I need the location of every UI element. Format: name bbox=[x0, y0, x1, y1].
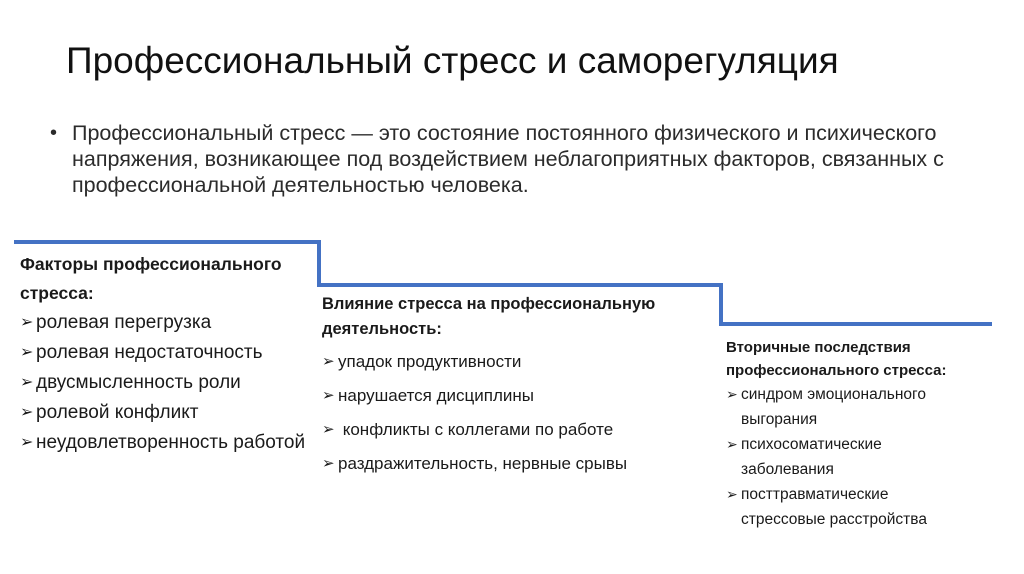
column-list bbox=[20, 308, 320, 458]
bullet-dot: • bbox=[50, 122, 58, 144]
list-item-text: нарушается дисциплины bbox=[338, 386, 534, 405]
list-item bbox=[726, 382, 1016, 432]
column-influence bbox=[322, 292, 712, 486]
list-item-text: неудовлетворенность работой bbox=[36, 432, 306, 453]
column-heading: Влияние стресса на профессиональную деятельность: bbox=[322, 295, 656, 338]
list-item bbox=[20, 398, 320, 428]
list-item bbox=[322, 384, 712, 408]
list-item-text: упадок продуктивности bbox=[338, 352, 522, 371]
column-factors bbox=[20, 250, 320, 458]
list-item bbox=[726, 482, 1016, 532]
arrow-bullet-icon: ➢ bbox=[20, 434, 34, 451]
arrow-bullet-icon: ➢ bbox=[20, 404, 34, 421]
column-list bbox=[322, 350, 712, 476]
list-item-text: психосоматические заболевания bbox=[741, 436, 882, 478]
arrow-bullet-icon: ➢ bbox=[322, 353, 335, 370]
definition-bullet bbox=[50, 120, 1000, 198]
list-item-text: ролевая недостаточность bbox=[36, 342, 263, 363]
column-list bbox=[726, 382, 1016, 532]
list-item bbox=[20, 428, 320, 458]
list-item bbox=[20, 368, 320, 398]
list-item-text: конфликты с коллегами по работе bbox=[338, 420, 614, 439]
arrow-bullet-icon: ➢ bbox=[322, 455, 335, 472]
arrow-bullet-icon: ➢ bbox=[726, 386, 738, 402]
list-item bbox=[726, 432, 1016, 482]
list-item-text: синдром эмоционального выгорания bbox=[741, 386, 926, 428]
list-item bbox=[322, 418, 712, 442]
arrow-bullet-icon: ➢ bbox=[726, 436, 738, 452]
list-item-text: раздражительность, нервные срывы bbox=[338, 454, 628, 473]
definition-text: Профессиональный стресс — это состояние постоянного физического и психического напряжения, возникающее под воздействием неблагоприятных факторов, связанных с профессиональной деятельностью человека. bbox=[72, 121, 944, 197]
list-item bbox=[20, 338, 320, 368]
arrow-bullet-icon: ➢ bbox=[20, 314, 34, 331]
list-item-text: посттравматические стрессовые расстройства bbox=[741, 486, 927, 528]
list-item bbox=[322, 452, 712, 476]
arrow-bullet-icon: ➢ bbox=[20, 344, 34, 361]
column-heading: Вторичные последствия профессионального стресса: bbox=[726, 339, 947, 379]
list-item-text: двусмысленность роли bbox=[36, 372, 241, 393]
list-item bbox=[20, 308, 320, 338]
arrow-bullet-icon: ➢ bbox=[322, 387, 335, 404]
column-consequences bbox=[726, 336, 1016, 532]
arrow-bullet-icon: ➢ bbox=[20, 374, 34, 391]
list-item-text: ролевая перегрузка bbox=[36, 312, 212, 333]
list-item bbox=[322, 350, 712, 374]
slide-title: Профессиональный стресс и саморегуляция bbox=[66, 40, 839, 81]
column-heading: Факторы профессионального стресса: bbox=[20, 254, 282, 303]
arrow-bullet-icon: ➢ bbox=[726, 486, 738, 502]
list-item-text: ролевой конфликт bbox=[36, 402, 199, 423]
arrow-bullet-icon: ➢ bbox=[322, 421, 335, 438]
